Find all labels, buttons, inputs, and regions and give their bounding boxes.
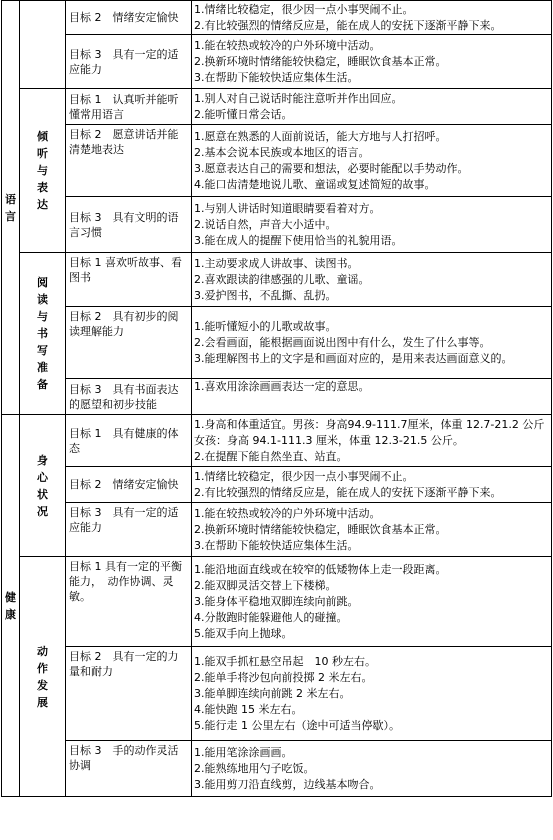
list-item: 1.身高和体重适宜。男孩：身高94.9-111.7厘米，体重 12.7-21.2 公斤女孩：身高 94.1-111.3 厘米，体重 12.3-21.5 公斤。 — [194, 417, 545, 447]
list-item: 2.基本会说本民族或本地区的语言。 — [194, 145, 370, 159]
table-row — [2, 197, 552, 253]
subdomain-label: 阅读与书写准备 — [37, 276, 48, 391]
goal-items — [192, 125, 552, 197]
list-item: 4.能口齿清楚地说儿歌、童谣或复述简短的故事。 — [194, 177, 436, 191]
goal-title: 目标 3 具有一定的适应能力 — [66, 503, 192, 557]
list-item: 3.能身体平稳地双脚连续向前跳。 — [194, 594, 359, 608]
table-row — [2, 467, 552, 503]
goal-items — [192, 647, 552, 741]
domain-cell-language — [2, 1, 20, 415]
domain-cell-health — [2, 415, 20, 797]
domain-label: 健康 — [5, 590, 16, 621]
list-item: 1.愿意在熟悉的人面前说话，能大方地与人打招呼。 — [194, 129, 447, 143]
table-row — [2, 415, 552, 467]
list-item: 3.愿意表达自己的需要和想法，必要时能配以手势动作。 — [194, 161, 469, 175]
goal-title: 目标 3 具有文明的语言习惯 — [66, 197, 192, 253]
domain-label: 语言 — [5, 192, 16, 223]
subdomain-cell — [20, 253, 66, 415]
goal-title: 目标 1 认真听并能听懂常用语言 — [66, 89, 192, 125]
table-row — [2, 503, 552, 557]
goal-title: 目标 3 具有书面表达的愿望和初步技能 — [66, 379, 192, 415]
goal-items — [192, 741, 552, 797]
goal-title: 目标 3 手的动作灵活协调 — [66, 741, 192, 797]
list-item: 2.能单手将沙包向前投掷 2 米左右。 — [194, 670, 373, 684]
table-row — [2, 35, 552, 89]
list-item: 2.换新环境时情绪能较快稳定，睡眠饮食基本正常。 — [194, 522, 447, 536]
list-item: 2.能熟练地用勺子吃饭。 — [194, 761, 315, 775]
list-item: 1.情绪比较稳定，很少因一点小事哭闹不止。 — [194, 2, 414, 16]
list-item: 1.主动要求成人讲故事、读图书。 — [194, 256, 359, 270]
list-item: 4.能快跑 15 米左右。 — [194, 702, 303, 716]
list-item: 2.有比较强烈的情绪反应是，能在成人的安抚下逐渐平静下来。 — [194, 18, 502, 32]
goal-items — [192, 89, 552, 125]
goal-title: 目标 2 具有一定的力量和耐力 — [66, 647, 192, 741]
list-item: 2.能双脚灵活交替上下楼梯。 — [194, 578, 337, 592]
list-item: 2.会看画面，能根据画面说出图中有什么，发生了什么事等。 — [194, 335, 491, 349]
goal-items — [192, 467, 552, 503]
goal-title: 目标 2 愿意讲话并能清楚地表达 — [66, 125, 192, 197]
subdomain-label: 动作发展 — [37, 644, 48, 709]
list-item: 1.能双手抓杠悬空吊起 10 秒左右。 — [194, 654, 376, 668]
list-item: 2.说话自然，声音大小适中。 — [194, 217, 337, 231]
table-row — [2, 557, 552, 647]
list-item: 2.换新环境时情绪能较快稳定，睡眠饮食基本正常。 — [194, 54, 447, 68]
goal-items — [192, 307, 552, 379]
list-item: 3.爱护图书，不乱撕、乱扔。 — [194, 288, 337, 302]
list-item: 1.能在较热或较冷的户外环境中活动。 — [194, 38, 381, 52]
list-item: 4.分散跑时能躲避他人的碰撞。 — [194, 610, 348, 624]
goal-title: 目标 1 具有一定的平衡能力， 动作协调、灵敏。 — [66, 557, 192, 647]
table-row — [2, 379, 552, 415]
list-item: 1.与别人讲话时知道眼睛要看着对方。 — [194, 201, 381, 215]
list-item: 3.能理解图书上的文字是和画面对应的，是用来表达画面意义的。 — [194, 351, 513, 365]
list-item: 3.能在成人的提醒下使用恰当的礼貌用语。 — [194, 233, 403, 247]
list-item: 5.能行走 1 公里左右（途中可适当停歇）。 — [194, 718, 400, 732]
goal-items — [192, 35, 552, 89]
list-item: 1.别人对自己说话时能注意听并作出回应。 — [194, 91, 403, 105]
list-item: 1.喜欢用涂涂画画表达一定的意思。 — [194, 380, 370, 393]
goal-items — [192, 557, 552, 647]
table-row — [2, 307, 552, 379]
subdomain-label: 身心状况 — [37, 453, 48, 518]
goal-title: 目标 3 具有一定的适应能力 — [66, 35, 192, 89]
table-row — [2, 741, 552, 797]
list-item: 2.有比较强烈的情绪反应是，能在成人的安抚下逐渐平静下来。 — [194, 485, 502, 499]
list-item: 2.喜欢跟读韵律感强的儿歌、童谣。 — [194, 272, 370, 286]
list-item: 3.在帮助下能较快适应集体生活。 — [194, 538, 359, 552]
list-item: 1.情绪比较稳定，很少因一点小事哭闹不止。 — [194, 469, 414, 483]
goal-items — [192, 253, 552, 307]
list-item: 3.在帮助下能较快适应集体生活。 — [194, 70, 359, 84]
list-item: 1.能听懂短小的儿歌或故事。 — [194, 319, 337, 333]
goals-table — [1, 0, 552, 797]
goal-title: 目标 1 喜欢听故事、看图书 — [66, 253, 192, 307]
list-item: 1.能在较热或较冷的户外环境中活动。 — [194, 506, 381, 520]
subdomain-cell — [20, 415, 66, 557]
goal-items — [192, 503, 552, 557]
list-item: 5.能双手向上抛球。 — [194, 626, 293, 640]
subdomain-cell — [20, 89, 66, 253]
subdomain-cell — [20, 1, 66, 89]
subdomain-cell — [20, 557, 66, 797]
subdomain-label: 倾听与表达 — [37, 130, 48, 211]
goal-title: 目标 2 具有初步的阅读理解能力 — [66, 307, 192, 379]
list-item: 3.能用剪刀沿直线剪，边线基本吻合。 — [194, 777, 381, 791]
table-row — [2, 253, 552, 307]
list-item: 2.能听懂日常会话。 — [194, 107, 293, 121]
goal-title: 目标 1 具有健康的体态 — [66, 415, 192, 467]
list-item: 1.能用笔涂涂画画。 — [194, 745, 293, 759]
list-item: 3.能单脚连续向前跳 2 米左右。 — [194, 686, 351, 700]
table-row — [2, 125, 552, 197]
goal-title: 目标 2 情绪安定愉快 — [66, 467, 192, 503]
table-row — [2, 647, 552, 741]
list-item: 1.能沿地面直线或在较窄的低矮物体上走一段距离。 — [194, 562, 447, 576]
goal-items — [192, 415, 552, 467]
goal-title: 目标 2 情绪安定愉快 — [66, 1, 192, 35]
goal-items — [192, 197, 552, 253]
list-item: 2.在提醒下能自然坐直、站直。 — [194, 449, 348, 463]
goal-items — [192, 379, 552, 415]
goal-items — [192, 1, 552, 35]
table-row — [2, 1, 552, 35]
table-row — [2, 89, 552, 125]
